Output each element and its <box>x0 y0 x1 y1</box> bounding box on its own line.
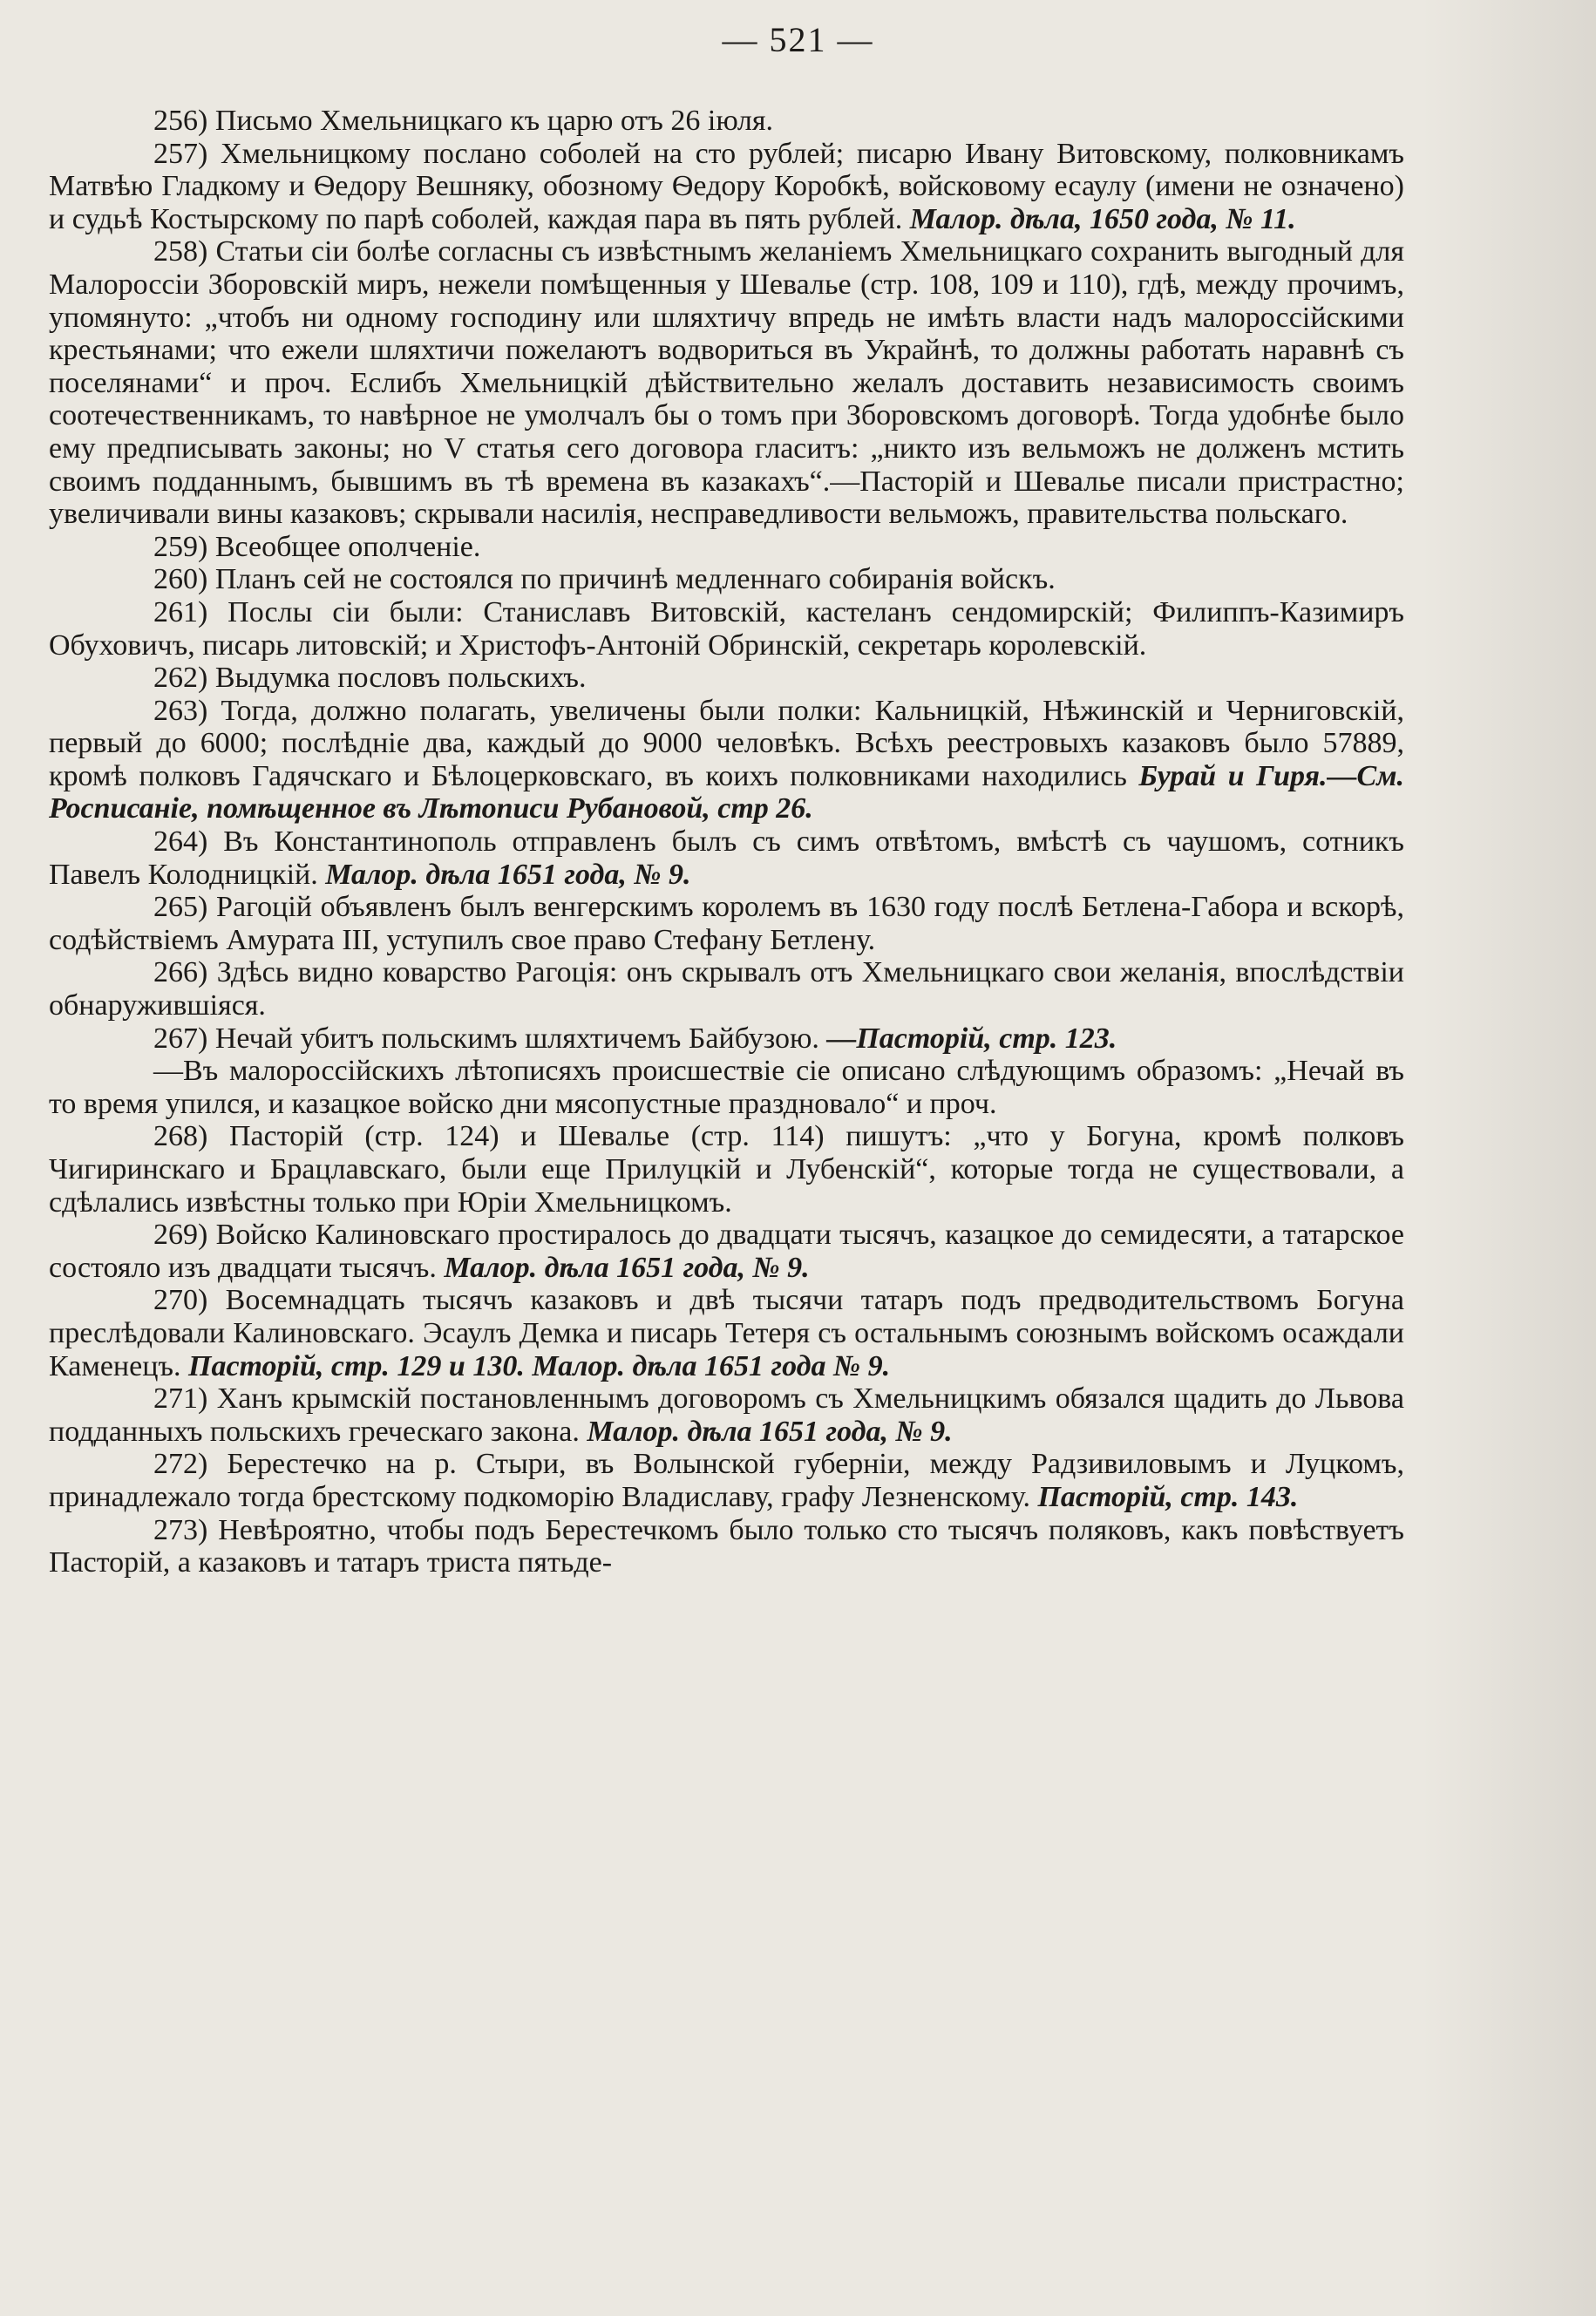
endnote-text: 257) Хмельницкому послано соболей на сто рублей; писарю Ивану Витовскому, полковникамъ Матвѣю Гладкому и Ѳедору Вешняку, обозному Ѳедору Коробкѣ, войсковому есаулу (имени не означено) и судьѣ Костырскому по парѣ соболей, каждая пара въ пять рублей. <box>49 137 1404 235</box>
endnote-text: 269) Войско Калиновскаго простиралось до двадцати тысячъ, казацкое до семидесяти, а татарское состояло изъ двадцати тысячъ. <box>49 1219 1404 1284</box>
endnote-source-ref: Пасторiй, стр. 143. <box>1037 1480 1299 1513</box>
endnote <box>49 1448 1404 1513</box>
endnote-text: 260) Планъ сей не состоялся по причинѣ медленнаго собиранiя войскъ. <box>153 563 1056 596</box>
endnote-source-ref: Малор. дѣла, 1650 года, № 11. <box>909 202 1296 235</box>
endnote-source-ref: Малор. дѣла 1651 года, № 9. <box>444 1251 810 1284</box>
endnote <box>49 825 1404 891</box>
endnote <box>49 662 1404 695</box>
endnote-text: 263) Тогда, должно полагать, увеличены были полки: Кальницкiй, Нѣжинскiй и Черниговскiй, первый до 6000; послѣднiе два, каждый до 9000 человѣкъ. Всѣхъ реестровыхъ казаковъ было 57889, кромѣ полковъ Гадячскаго и Бѣлоцерковскаго, въ коихъ полковниками находились <box>49 694 1404 792</box>
endnote-text: 272) Берестечко на р. Стыри, въ Волынской губернiи, между Радзивиловымъ и Луцкомъ, принадлежало тогда брестскому подкоморiю Владиславу, графу Лезненскому. <box>49 1448 1404 1513</box>
endnote <box>49 1022 1404 1056</box>
endnotes-list <box>49 105 1404 1579</box>
endnote <box>49 1284 1404 1382</box>
endnote <box>49 891 1404 956</box>
endnote-text: 256) Письмо Хмельницкаго къ царю отъ 26 iюля. <box>153 105 773 137</box>
endnote-text: 258) Статьи сiи болѣе согласны съ извѣстнымъ желанiемъ Хмельницкаго сохранить выгодный для Малороссiи Зборовскiй миръ, нежели помѣщенныя у Шевалье (стр. 108, 109 и 110), гдѣ, между прочимъ, упомянуто: „чтобъ ни одному господину или шляхтичу впредь не имѣть власти надъ малороссiйскими крестьянами; что ежели шляхтичи пожелаютъ водвориться въ Украйнѣ, то должны работать наравнѣ съ поселянами“ и проч. Еслибъ Хмельницкiй дѣйствительно желалъ доставить независимость своимъ соотечественникамъ, то навѣрное не умолчалъ бы о томъ при Зборовскомъ договорѣ. Тогда удобнѣе было ему предписывать законы; но V статья сего договора гласитъ: „никто изъ вельможъ не долженъ мстить своимъ подданнымъ, бывшимъ въ тѣ времена въ казакахъ“.—Пасторiй и Шевалье писали пристрастно; увеличивали вины казаковъ; скрывали насилiя, несправедливости вельможъ, правительства польскаго. <box>49 235 1404 531</box>
endnote-source-ref: Бурай и Гиря.—См. Росписанiе, помѣщенное въ Лѣтописи Рубановой, стр 26. <box>49 759 1405 825</box>
endnote-text: 271) Ханъ крымскiй постановленнымъ договоромъ съ Хмельницкимъ обязался щадить до Львова подданныхъ польскихъ греческаго закона. <box>49 1382 1404 1448</box>
endnote-source-ref: —Пасторiй, стр. 123. <box>826 1022 1117 1055</box>
endnote <box>49 235 1404 530</box>
endnote <box>49 105 1404 138</box>
endnote-text: 261) Послы сiи были: Станиславъ Витовскiй, кастеланъ сендомирскiй; Филиппъ-Казимиръ Обуховичъ, писарь литовскiй; и Христофъ-Антонiй Обринскiй, секретарь королевскiй. <box>49 595 1404 662</box>
endnote <box>49 956 1404 1022</box>
endnote <box>49 695 1404 825</box>
endnote-text: 266) Здѣсь видно коварство Рагоцiя: онъ скрывалъ отъ Хмельницкаго свои желанiя, впослѣдствiи обнаружившiяся. <box>49 956 1404 1022</box>
endnote-text: 264) Въ Константинополь отправленъ былъ съ симъ отвѣтомъ, вмѣстѣ съ чаушомъ, сотникъ Павелъ Колодницкiй. <box>49 825 1404 891</box>
endnote-text: 273) Невѣроятно, чтобы подъ Берестечкомъ было только сто тысячъ поляковъ, какъ повѣствуетъ Пасторiй, а казаковъ и татаръ триста пятьде- <box>49 1513 1404 1579</box>
endnote-text: 259) Всеобщее ополченiе. <box>153 530 481 563</box>
endnote-text: 262) Выдумка пословъ польскихъ. <box>153 662 587 695</box>
endnote-text: —Въ малороссiйскихъ лѣтописяхъ происшествiе сiе описано слѣдующимъ образомъ: „Нечай въ то время упился, и казацкое войско дни мясопустные праздновало“ и проч. <box>49 1055 1404 1120</box>
endnote <box>49 596 1404 662</box>
endnote <box>49 1219 1404 1284</box>
endnote <box>49 1514 1404 1579</box>
endnote <box>49 1055 1404 1120</box>
endnote <box>49 563 1404 596</box>
endnote <box>49 531 1404 564</box>
endnote <box>49 1120 1404 1219</box>
endnote-text: 270) Восемнадцать тысячъ казаковъ и двѣ тысячи татаръ подъ предводительствомъ Богуна преслѣдовали Калиновскаго. Эсаулъ Демка и писарь Тетеря съ остальнымъ союзнымъ войскомъ осаждали Каменецъ. <box>49 1284 1404 1382</box>
endnote <box>49 1382 1404 1448</box>
endnote-source-ref: Малор. дѣла 1651 года, № 9. <box>325 858 691 891</box>
endnote-source-ref: Малор. дѣла 1651 года, № 9. <box>587 1415 953 1448</box>
page-shadow <box>1422 0 1596 2316</box>
page-number: — 521 — <box>722 20 874 59</box>
endnote <box>49 138 1404 236</box>
endnote-source-ref: Пасторiй, стр. 129 и 130. Малор. дѣла 1651 года № 9. <box>188 1349 891 1382</box>
endnote-text: 268) Пасторiй (стр. 124) и Шевалье (стр. 114) пишутъ: „что у Богуна, кромѣ полковъ Чигиринскаго и Брацлавскаго, были еще Прилуцкiй и Лубенскiй“, которые тогда не существовали, а сдѣлались извѣстны только при Юрiи Хмельницкомъ. <box>49 1120 1404 1219</box>
endnote-text: 267) Нечай убитъ польскимъ шляхтичемъ Байбузою. <box>153 1022 819 1055</box>
endnote-text: 265) Рагоцiй объявленъ былъ венгерскимъ королемъ въ 1630 году послѣ Бетлена-Габора и вскорѣ, содѣйствiемъ Амурата III, уступилъ свое право Стефану Бетлену. <box>49 891 1404 956</box>
